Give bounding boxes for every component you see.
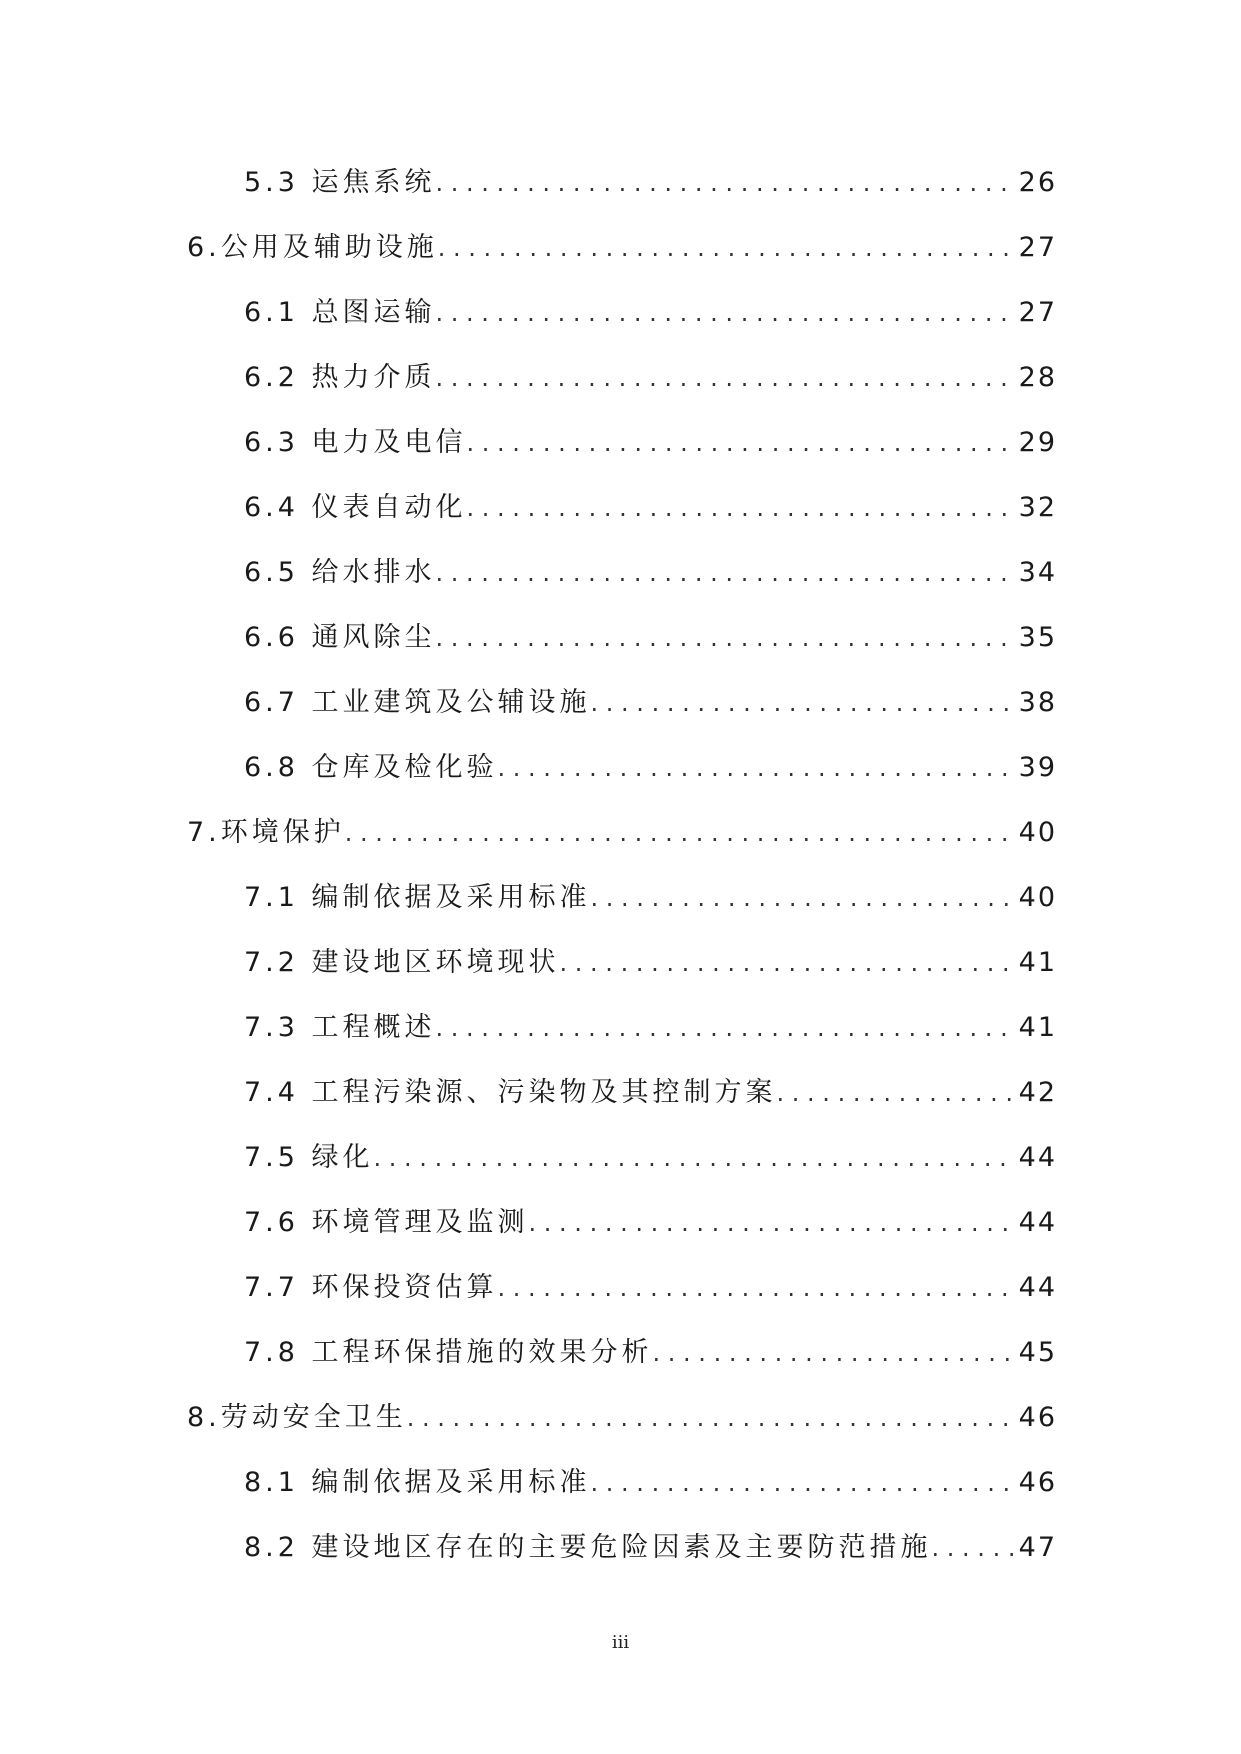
toc-leader-dots [560,943,1017,983]
toc-entry-title: 7.4 工程污染源、污染物及其控制方案 [244,1077,777,1108]
toc-leader-dots [436,618,1017,658]
toc-entry-page: 28 [1018,362,1057,393]
toc-entry[interactable] [244,618,1057,658]
toc-entry-title: 7.环境保护 [187,817,345,848]
toc-entry-page: 40 [1018,882,1057,913]
toc-leader-dots [436,358,1017,398]
toc-entry-title: 5.3 运焦系统 [244,167,436,198]
toc-leader-dots [436,1008,1017,1048]
toc-entry-title: 6.5 给水排水 [244,557,436,588]
toc-entry[interactable] [244,358,1057,398]
toc-leader-dots [529,1203,1017,1243]
toc-leader-dots [345,813,1017,853]
toc-entry[interactable] [244,553,1057,593]
toc-entry[interactable] [244,1333,1057,1373]
toc-leader-dots [436,293,1017,333]
toc-leader-dots [932,1528,1017,1568]
toc-entry-title: 6.2 热力介质 [244,362,436,393]
toc-entry-title: 8.1 编制依据及采用标准 [244,1467,591,1498]
toc-entry-page: 44 [1018,1207,1057,1238]
toc-entry-page: 26 [1018,167,1057,198]
toc-entry[interactable] [244,943,1057,983]
toc-entry-title: 7.2 建设地区环境现状 [244,947,560,978]
toc-entry-title: 6.7 工业建筑及公辅设施 [244,687,591,718]
toc-entry-page: 29 [1018,427,1057,458]
toc-entry[interactable] [244,1073,1057,1113]
toc-entry-title: 6.公用及辅助设施 [187,232,438,263]
toc-entry-title: 6.6 通风除尘 [244,622,436,653]
toc-entry[interactable] [244,163,1057,203]
toc-entry[interactable] [244,1138,1057,1178]
toc-entry-page: 35 [1018,622,1057,653]
toc-leader-dots [591,683,1017,723]
toc-entry[interactable] [244,293,1057,333]
toc-leader-dots [436,163,1017,203]
toc-entry-title: 7.5 绿化 [244,1142,374,1173]
toc-entry[interactable] [244,488,1057,528]
toc-entry-page: 44 [1018,1272,1057,1303]
toc-leader-dots [591,878,1017,918]
toc-entry[interactable] [244,1268,1057,1308]
toc-entry-page: 45 [1018,1337,1057,1368]
toc-entry-title: 6.1 总图运输 [244,297,436,328]
toc-entry-page: 46 [1018,1467,1057,1498]
toc-entry-title: 6.3 电力及电信 [244,427,467,458]
toc-entry[interactable] [244,1528,1057,1568]
toc-entry-title: 6.8 仓库及检化验 [244,752,498,783]
toc-leader-dots [653,1333,1017,1373]
toc-leader-dots [438,228,1017,268]
toc-entry[interactable] [244,683,1057,723]
toc-leader-dots [498,1268,1017,1308]
toc-entry[interactable] [244,748,1057,788]
toc-entry[interactable] [187,1398,1057,1438]
toc-entry-page: 42 [1018,1077,1057,1108]
toc-entry-page: 34 [1018,557,1057,588]
toc-leader-dots [407,1398,1017,1438]
toc-entry-page: 41 [1018,1012,1057,1043]
toc-entry[interactable] [244,1203,1057,1243]
toc-leader-dots [498,748,1017,788]
page-number: iii [611,1632,630,1653]
toc-entry-page: 32 [1018,492,1057,523]
toc-leader-dots [591,1463,1017,1503]
toc-entry-page: 38 [1018,687,1057,718]
toc-entry-page: 46 [1018,1402,1057,1433]
toc-entry-page: 40 [1018,817,1057,848]
toc-leader-dots [467,423,1017,463]
toc-entry-title: 7.3 工程概述 [244,1012,436,1043]
toc-entry-page: 41 [1018,947,1057,978]
toc-entry-title: 6.4 仪表自动化 [244,492,467,523]
toc-entry-title: 7.1 编制依据及采用标准 [244,882,591,913]
toc-entry[interactable] [187,228,1057,268]
toc-entry-title: 8.2 建设地区存在的主要危险因素及主要防范措施 [244,1532,932,1563]
toc-leader-dots [374,1138,1017,1178]
toc-entry-title: 7.8 工程环保措施的效果分析 [244,1337,653,1368]
toc-entry-page: 44 [1018,1142,1057,1173]
toc-leader-dots [467,488,1017,528]
toc-entry[interactable] [244,423,1057,463]
toc-entry-title: 8.劳动安全卫生 [187,1402,407,1433]
toc-entry[interactable] [244,1008,1057,1048]
toc-leader-dots [436,553,1017,593]
toc-entry-title: 7.6 环境管理及监测 [244,1207,529,1238]
toc-entry-title: 7.7 环保投资估算 [244,1272,498,1303]
toc-entry[interactable] [244,1463,1057,1503]
toc-entry[interactable] [187,813,1057,853]
toc-entry-page: 27 [1018,232,1057,263]
toc-entry[interactable] [244,878,1057,918]
toc-entry-page: 27 [1018,297,1057,328]
toc-entry-page: 47 [1018,1532,1057,1563]
toc-leader-dots [777,1073,1017,1113]
toc-entry-page: 39 [1018,752,1057,783]
